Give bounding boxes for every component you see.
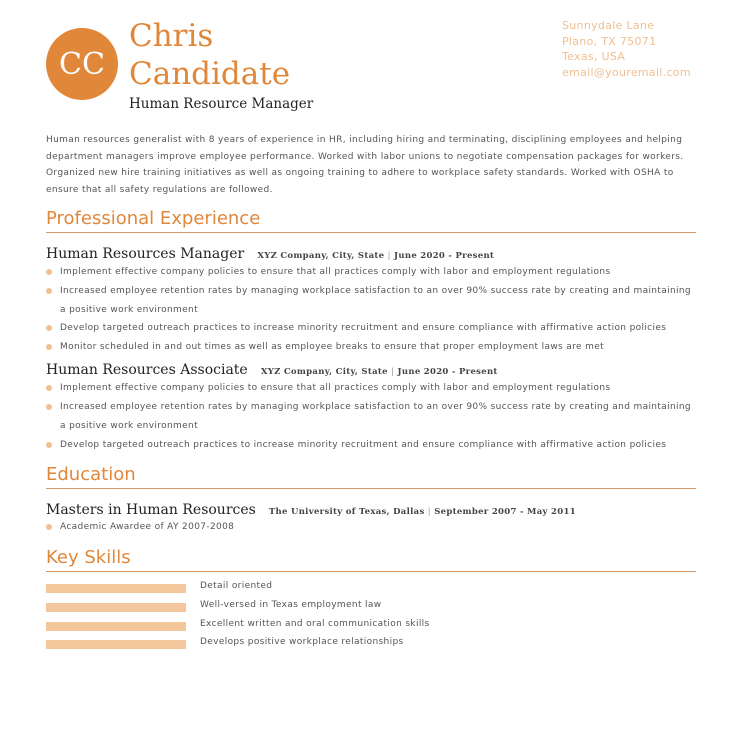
list-item (46, 319, 696, 338)
skill-label: Develops positive workplace relationships (200, 637, 404, 647)
bullet-text: Monitor scheduled in and out times as well as employee breaks to ensure that proper employment laws are met (60, 342, 604, 352)
job-header (46, 359, 498, 378)
bullet-text: Develop targeted outreach practices to increase minority recruitment and ensure compliance with affirmative action policies (60, 323, 667, 333)
bullet-dot (46, 404, 52, 410)
list-item (46, 398, 696, 436)
degree-name: Masters in Human Resources (46, 502, 256, 518)
skill-label: Well-versed in Texas employment law (200, 600, 382, 610)
section-title-education: Education (46, 464, 696, 489)
list-item (46, 338, 696, 357)
education-header (46, 499, 576, 518)
job-dates: June 2020 - Present (397, 367, 498, 377)
contact-street: Sunnydale Lane (562, 19, 655, 32)
meta-separator: | (391, 367, 395, 377)
candidate-title: Human Resource Manager (129, 96, 314, 112)
contact-block (562, 18, 691, 80)
candidate-name (129, 17, 290, 93)
job-dates: June 2020 - Present (394, 251, 495, 261)
school-name: The University of Texas, Dallas (268, 507, 425, 517)
job-meta (257, 251, 494, 261)
list-item (46, 263, 696, 282)
job-company: XYZ Company, City, State (260, 367, 388, 377)
monogram-initials: CC (59, 46, 105, 82)
skill-bar (46, 603, 186, 612)
meta-separator: | (387, 251, 391, 261)
meta-separator: | (427, 507, 431, 517)
bullet-dot (46, 442, 52, 448)
bullet-text: Implement effective company policies to ensure that all practices comply with labor and employment regulations (60, 383, 611, 393)
contact-city: Plano, TX 75071 (562, 34, 657, 48)
skill-row (46, 637, 546, 650)
skill-bar (46, 622, 186, 631)
list-item (46, 518, 696, 537)
first-name: Chris (129, 18, 214, 54)
education-dates: September 2007 - May 2011 (434, 507, 576, 517)
job-company: XYZ Company, City, State (257, 251, 385, 261)
bullet-dot (46, 325, 52, 331)
skill-row (46, 581, 546, 594)
job-role: Human Resources Associate (46, 362, 248, 378)
monogram-badge (46, 28, 118, 100)
skill-row (46, 619, 546, 632)
contact-email[interactable]: email@youremail.com (562, 65, 691, 79)
list-item (46, 379, 696, 398)
bullet-dot (46, 524, 52, 530)
list-item (46, 282, 696, 320)
last-name: Candidate (129, 56, 291, 92)
bullet-text: Increased employee retention rates by managing workplace satisfaction to an over 90% success rate by creating and maintaining a positive work environment (60, 286, 691, 315)
job-header (46, 243, 494, 262)
summary-paragraph: Human resources generalist with 8 years of experience in HR, including hiring and terminating, disciplining employees and helping department managers improve employee performance. Worked with labor unions to negotiate compensation packages for workers. Organized new hire training initiatives as well as ongoing training to adhere to workplace safety standards. Worked with OSHA to ensure that all safety regulations are followed. (46, 135, 684, 195)
education-meta (269, 507, 576, 517)
skill-label: Excellent written and oral communication skills (200, 619, 430, 629)
job-role: Human Resources Manager (46, 246, 245, 262)
bullet-text: Implement effective company policies to ensure that all practices comply with labor and employment regulations (60, 267, 611, 277)
bullet-text: Increased employee retention rates by managing workplace satisfaction to an over 90% success rate by creating and maintaining a positive work environment (60, 402, 691, 431)
list-item (46, 436, 696, 455)
section-title-skills: Key Skills (46, 547, 696, 572)
bullet-text: Develop targeted outreach practices to increase minority recruitment and ensure compliance with affirmative action policies (60, 440, 667, 450)
skill-row (46, 600, 546, 613)
skill-bar (46, 584, 186, 593)
section-title-experience: Professional Experience (46, 208, 696, 233)
job-meta (261, 367, 498, 377)
bullet-dot (46, 385, 52, 391)
skill-bar (46, 640, 186, 649)
bullet-dot (46, 288, 52, 294)
bullet-dot (46, 344, 52, 350)
contact-country: Texas, USA (562, 50, 626, 63)
bullet-text: Academic Awardee of AY 2007-2008 (60, 522, 235, 532)
skill-label: Detail oriented (200, 581, 273, 591)
bullet-dot (46, 269, 52, 275)
